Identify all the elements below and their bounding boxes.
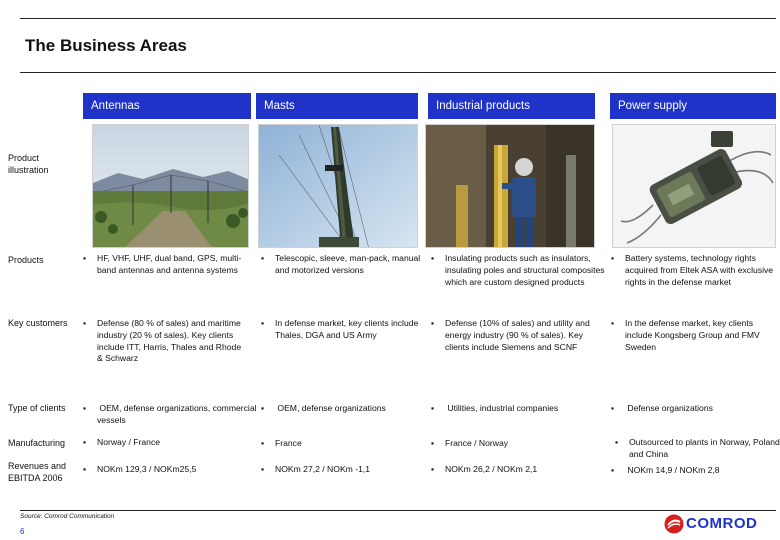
top-rule <box>20 18 776 19</box>
power-supply-photo <box>612 124 776 248</box>
row-label-revenues: Revenues and EBITDA 2006 <box>8 461 67 483</box>
bullet-icon: ▪ <box>611 465 615 475</box>
bullet-icon: ▪ <box>261 403 265 413</box>
industrial-products-type-of-clients: ▪ Utilities, industrial companies <box>431 403 559 413</box>
title-rule <box>20 72 776 73</box>
row-label-manufacturing: Manufacturing <box>8 438 66 448</box>
masts-revenues: ▪ NOKm 27,2 / NOKm -1,1 <box>261 464 371 474</box>
bullet-icon: ▪ <box>261 438 265 448</box>
row-label-type-of-clients: Type of clients <box>8 403 66 413</box>
bullet-icon: ▪ <box>83 318 87 328</box>
masts-products: ▪ Telescopic, sleeve, man-pack, manual and motorized versions <box>261 253 421 275</box>
power-supply-revenues: ▪ NOKm 14,9 / NOKm 2,8 <box>611 465 720 475</box>
masts-manufacturing: ▪ France <box>261 438 302 448</box>
power-supply-products: ▪ Battery systems, technology rights acquired from Eltek ASA with exclusive rights in the defense market <box>611 253 774 287</box>
page-title: The Business Areas <box>25 36 187 55</box>
bullet-icon: ▪ <box>261 464 265 474</box>
masts-photo <box>258 124 418 248</box>
industrial-products-revenues: ▪ NOKm 26,2 / NOKm 2,1 <box>431 464 538 474</box>
bullet-icon: ▪ <box>611 318 615 328</box>
power-supply-manufacturing: ▪ Outsourced to plants in Norway, Poland and China <box>615 437 780 459</box>
bullet-icon: ▪ <box>261 253 265 263</box>
bullet-icon: ▪ <box>431 253 435 263</box>
column-header-antennas: Antennas <box>83 93 251 119</box>
antennas-manufacturing: ▪ Norway / France <box>83 437 161 447</box>
bullet-icon: ▪ <box>611 253 615 263</box>
antennas-key-customers: ▪ Defense (80 % of sales) and maritime industry (20 % of sales). Key clients include ITT, Harris, Thales and Rhode & Schwarz <box>83 318 242 364</box>
bullet-icon: ▪ <box>431 438 435 448</box>
antennas-revenues: ▪ NOKm 129,3 / NOKm25,5 <box>83 464 197 474</box>
bullet-icon: ▪ <box>83 464 87 474</box>
bullet-icon: ▪ <box>83 437 87 447</box>
source-note: Source: Comrod Communication <box>20 513 115 520</box>
bullet-icon: ▪ <box>615 437 619 447</box>
row-label-key-customers: Key customers <box>8 318 68 328</box>
antennas-products: ▪ HF, VHF, UHF, dual band, GPS, multi-band antennas and antenna systems <box>83 253 242 275</box>
bullet-icon: ▪ <box>261 318 265 328</box>
column-header-masts: Masts <box>256 93 418 119</box>
comrod-logo <box>664 512 774 536</box>
bullet-icon: ▪ <box>431 464 435 474</box>
column-header-power-supply: Power supply <box>610 93 776 119</box>
page-number: 6 <box>20 527 25 536</box>
antennas-photo <box>92 124 249 248</box>
masts-key-customers: ▪ In defense market, key clients include Thales, DGA and US Army <box>261 318 419 340</box>
column-header-industrial-products: Industrial products <box>428 93 595 119</box>
row-label-products: Products <box>8 255 44 265</box>
bullet-icon: ▪ <box>431 318 435 328</box>
masts-type-of-clients: ▪ OEM, defense organizations <box>261 403 386 413</box>
footer-rule <box>20 510 776 511</box>
power-supply-key-customers: ▪ In the defense market, key clients include Kongsberg Group and FMV Sweden <box>611 318 760 352</box>
industrial-products-photo <box>425 124 595 248</box>
bullet-icon: ▪ <box>431 403 435 413</box>
comrod-logo-icon <box>664 514 684 534</box>
bullet-icon: ▪ <box>611 403 615 413</box>
bullet-icon: ▪ <box>83 253 87 263</box>
antennas-type-of-clients: ▪ OEM, defense organizations, commercial vessels <box>83 403 257 425</box>
row-label-product-illustration: Product illustration <box>8 153 49 175</box>
industrial-products-key-customers: ▪ Defense (10% of sales) and utility and energy industry (90 % of sales). Key clients include Siemens and SCNF <box>431 318 590 352</box>
industrial-products-products: ▪ Insulating products such as insulators, insulating poles and structural composites which are custom designed products <box>431 253 605 287</box>
power-supply-type-of-clients: ▪ Defense organizations <box>611 403 713 413</box>
logo-text: COMROD <box>686 515 758 532</box>
bullet-icon: ▪ <box>83 403 87 413</box>
industrial-products-manufacturing: ▪ France / Norway <box>431 438 509 448</box>
